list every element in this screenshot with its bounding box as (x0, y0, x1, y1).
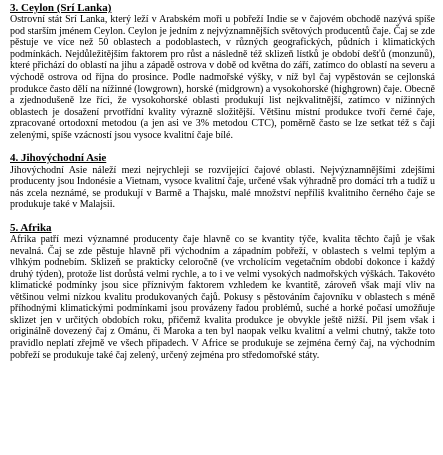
section-ceylon (10, 2, 435, 141)
section-africa (10, 222, 435, 361)
section-heading: 4. Jihovýchodní Asie (10, 152, 107, 165)
section-paragraph: Afrika patří mezi významné producenty čaje hlavně co se kvantity týče, kvalita těchto čajů je však nevalná. Čaj se zde pěstuje hlavně při východním a západním pobřeží, v oblastech s velmi teplým a vlhkým podnebím. Sklizeň se prakticky celoročně (ve vrcholícím vegetačním období dokonce i každý druhý týden), protože list dorůstá velmi rychle, a to i ve velmi vysokých nadmořských výškách. Takovéto klimatické podmínky jsou sice příznivým faktorem vzhledem ke kvantitě, zároveň však mají vliv na většinou velmi nízkou kvalitu produkovaných čajů. Pokusy s pěstováním čajovníku v oblastech s méně příhodnými klimatickými podmínkami jsou provázeny řadou problémů, suché a horké počasí umožňuje sklizet jen v určitých obdobích roku, přičemž kvalita produkce je obvykle ještě nižší. Pil jsem však i originálně dovezený čaj z Ománu, či Maroka a ten byl naopak velku kvalitní a velmi chutný, takže toto pravidlo neplatí zřejmě ve všech případech. V Africe se produkuje se zejména černý čaj, na východním pobřeží se produkuje také čaj zelený, určený zejména pro středomořské státy. (10, 234, 435, 361)
section-spacer (10, 141, 435, 152)
section-heading: 3. Ceylon (Srí Lanka) (10, 2, 112, 14)
section-southeast-asia (10, 152, 435, 210)
section-spacer (10, 211, 435, 222)
section-paragraph: Jihovýchodní Asie náleží mezi nejrychleji se rozvíjející čajové oblasti. Nejvýznamnějšími zdejšími producenty jsou Indonésie a Vietnam, vysoce kvalitní čaje, určené však výhradně pro domácí trh a tudíž u nás zcela neznámé, se produkují v Barmě a Thajsku, malé množství nepříliš kvalitního černého čaje se produkuje také v Malajsii. (10, 164, 435, 211)
section-paragraph: Ostrovní stát Srí Lanka, který leží v Arabském moři u pobřeží Indie se v čajovém obchodě nazývá spíše pod starším jménem Ceylon. Ceylon je jedním z nejvýznamnějších světových producentů čaje. Čaj se zde pěstuje ve více než 50 oblastech a podoblastech, v různých geografických, půdních i klimatických podmínkách. Nejdůležitějším faktorem pro růst a následně též sklizeň lístků je období dešťů (monzunů), které přichází do oblastí na jihu a západě ostrova v době od května do září, zatímco do oblastí na severu a východě ostrova od října do prosince. Podle nadmořské výšky, v níž byl čaj vypěstován se cejlonská produkce často dělí na nížinné (lowgrown), horské (midgrown) a vysokohorské (highgrown) čaje. Obecně a zjednodušeně lze říci, že vysokohorské oblasti produkují list nejkvalitnější, zatímco v nížinných oblastech je dosažení prvotřídní kvality výrazně složitější. Většinu místní produkce tvoří černé čaje, zpracované ortodoxní metodou (a jen asi ve 3% metodou CTC), poměrně často se lze setkat též s čaji zelenými, spíše vzácností jsou vysoce kvalitní čaje bílé. (10, 14, 435, 141)
section-heading: 5. Afrika (10, 221, 52, 234)
